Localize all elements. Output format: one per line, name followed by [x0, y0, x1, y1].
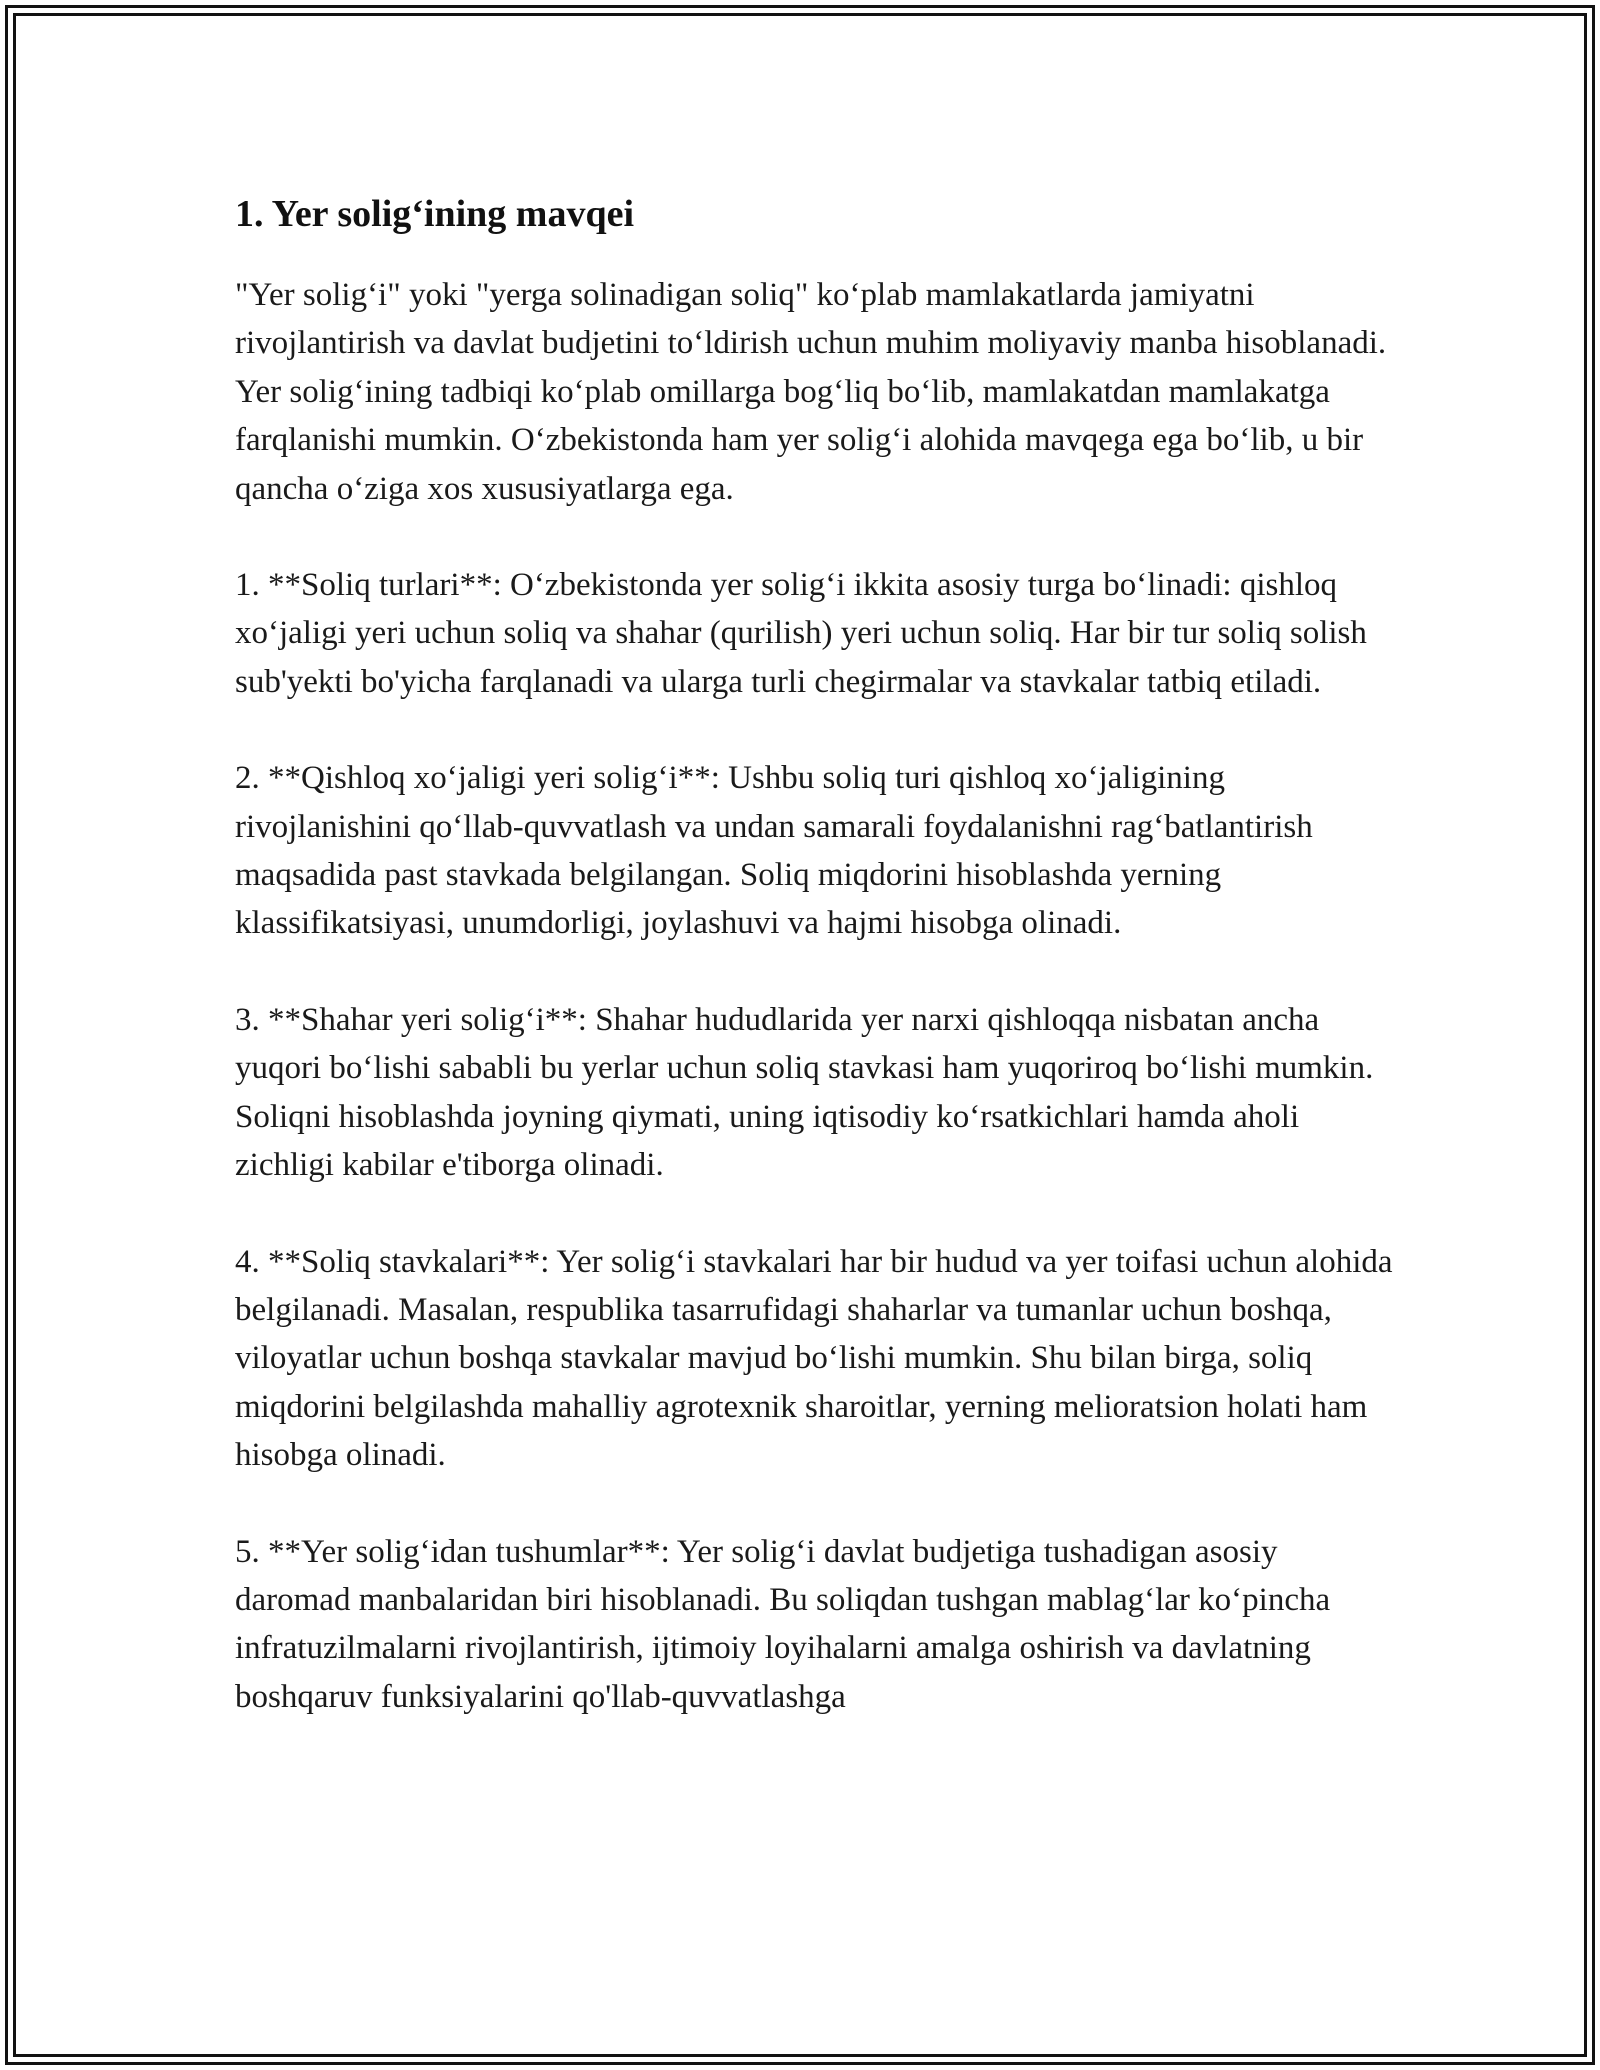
- document-body: [235, 185, 1395, 1769]
- section-heading: 1. Yer solig‘ining mavqei: [235, 193, 635, 235]
- intro-paragraph: "Yer solig‘i" yoki "yerga solinadigan soliq" ko‘plab mamlakatlarda jamiyatni rivojlantirish va davlat budjetini to‘ldirish uchun muhim moliyaviy manba hisoblanadi. Yer solig‘ining tadbiqi ko‘plab omillarga bog‘liq bo‘lib, mamlakatdan mamlakatga farqlanishi mumkin. O‘zbekistonda ham yer solig‘i alohida mavqega ega bo‘lib, u bir qancha o‘ziga xos xususiyatlarga ega.: [235, 277, 1387, 507]
- paragraph-shahar-yeri: 3. **Shahar yeri solig‘i**: Shahar hududlarida yer narxi qishloqqa nisbatan ancha yuqori bo‘lishi sababli bu yerlar uchun soliq stavkasi ham yuqoriroq bo‘lishi mumkin. Soliqni hisoblashda joyning qiymati, uning iqtisodiy ko‘rsatkichlari hamda aholi zichligi kabilar e'tiborga olinadi.: [235, 1001, 1374, 1184]
- paragraph-soliq-stavkalari: 4. **Soliq stavkalari**: Yer solig‘i stavkalari har bir hudud va yer toifasi uchun alohida belgilanadi. Masalan, respublika tasarrufidagi shaharlar va tumanlar uchun boshqa, viloyatlar uchun boshqa stavkalar mavjud bo‘lishi mumkin. Shu bilan birga, soliq miqdorini belgilashda mahalliy agrotexnik sharoitlar, yerning melioratsion holati ham hisobga olinadi.: [235, 1243, 1393, 1474]
- paragraph-qishloq-xojaligi: 2. **Qishloq xo‘jaligi yeri solig‘i**: Ushbu soliq turi qishloq xo‘jaligining rivojlanishini qo‘llab-quvvatlash va undan samarali foydalanishni rag‘batlantirish maqsadida past stavkada belgilangan. Soliq miqdorini hisoblashda yerning klassifikatsiyasi, unumdorligi, joylashuvi va hajmi hisobga olinadi.: [235, 760, 1313, 942]
- paragraph-tushumlar: 5. **Yer solig‘idan tushumlar**: Yer solig‘i davlat budjetiga tushadigan asosiy daromad manbalaridan biri hisoblanadi. Bu soliqdan tushgan mablag‘lar ko‘pincha infratuzilmalarni rivojlantirish, ijtimoiy loyihalarni amalga oshirish va davlatning boshqaruv funksiyalarini qo'llab-quvvatlashga: [235, 1533, 1331, 1715]
- paragraph-soliq-turlari: 1. **Soliq turlari**: O‘zbekistonda yer solig‘i ikkita asosiy turga bo‘linadi: qishloq xo‘jaligi yeri uchun soliq va shahar (qurilish) yeri uchun soliq. Har bir tur soliq solish sub'yekti bo'yicha farqlanadi va ularga turli chegirmalar va stavkalar tatbiq etiladi.: [235, 567, 1367, 700]
